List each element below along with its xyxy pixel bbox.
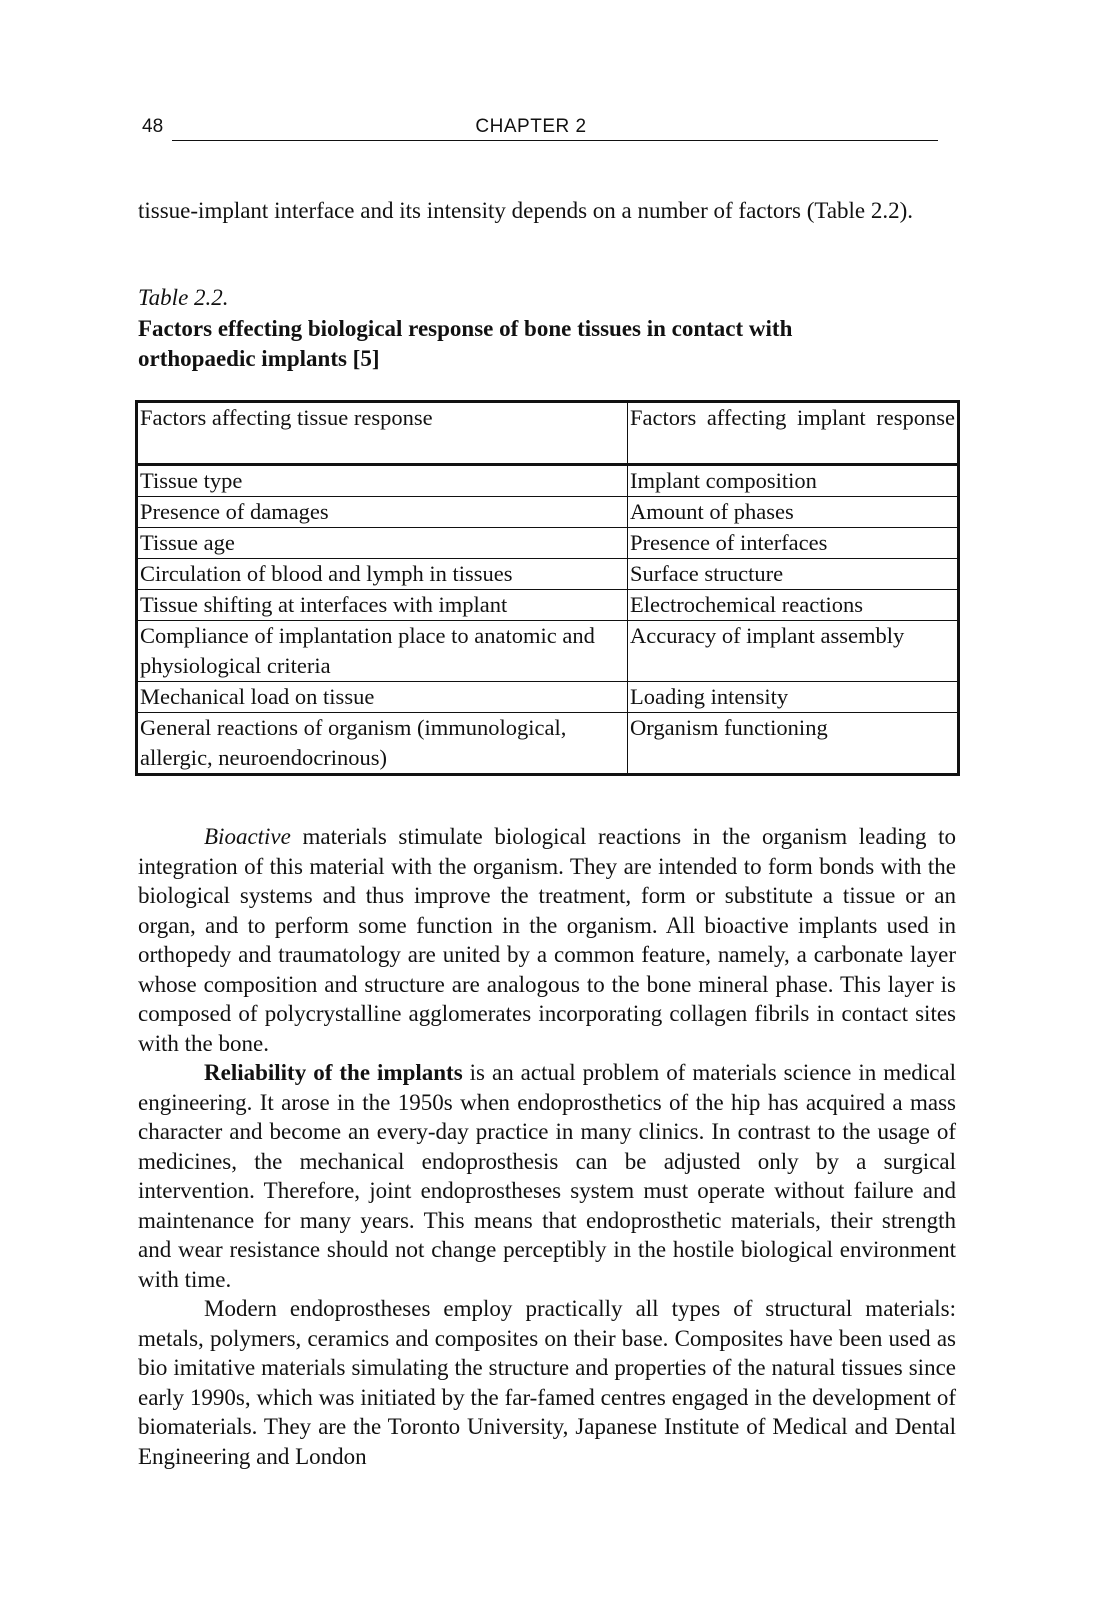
tissue-factor-cell: Compliance of implantation place to anatomic and physiological criteria xyxy=(137,621,628,682)
table-row xyxy=(137,621,959,682)
paragraph-reliability xyxy=(138,1058,956,1294)
chapter-label: CHAPTER 2 xyxy=(475,116,587,137)
tissue-factor-cell: Tissue type xyxy=(137,465,628,497)
paragraph-lead-term: Reliability of the implants xyxy=(204,1060,463,1085)
table-row xyxy=(137,590,959,621)
paragraph-text: Modern endoprostheses employ practically all types of structural materials: metals, polymers, ceramics and composites on their base. Composites have been used as bio imitative materials simulating the structure and properties of the natural tissues since early 1990s, which was initiated by the far-famed centres engaged in the development of biomaterials. They are the Toronto University, Japanese Institute of Medical and Dental Engineering and London xyxy=(138,1296,956,1469)
table-header-row xyxy=(137,402,959,465)
tissue-factor-cell: Circulation of blood and lymph in tissues xyxy=(137,559,628,590)
table-row xyxy=(137,713,959,775)
tissue-factor-cell: General reactions of organism (immunological, allergic, neuroendocrinous) xyxy=(137,713,628,775)
body-text xyxy=(138,822,956,1471)
running-head xyxy=(138,110,938,146)
intro-text: tissue-implant interface and its intensity depends on a number of factors (Table 2.2). xyxy=(138,198,914,223)
table-label: Table 2.2. xyxy=(138,285,229,310)
paragraph-text: is an actual problem of materials science in medical engineering. It arose in the 1950s when endoprosthetics of the hip has acquired a mass character and become an every-day practice in many clinics. In contrast to the usage of medicines, the mechanical endoprosthesis can be adjusted only by a surgical intervention. Therefore, joint endoprostheses system must operate without failure and maintenance for many years. This means that endoprosthetic materials, their strength and wear resistance should not change perceptibly in the hostile biological environment with time. xyxy=(138,1060,957,1292)
implant-factor-cell: Implant composition xyxy=(628,465,959,497)
table-row xyxy=(137,465,959,497)
tissue-factor-cell: Presence of damages xyxy=(137,497,628,528)
table-row xyxy=(137,559,959,590)
page-number: 48 xyxy=(142,116,164,137)
tissue-factor-cell: Tissue shifting at interfaces with implant xyxy=(137,590,628,621)
paragraph-text: materials stimulate biological reactions in the organism leading to integration of this material with the organism. They are intended to form bonds with the biological systems and thus improve the treatment, form or substitute a tissue or an organ, and to perform some function in the organism. All bioactive implants used in orthopedy and traumatology are united by a common feature, namely, a carbonate layer whose composition and structure are analogous to the bone mineral phase. This layer is composed of polycrystalline agglomerates incorporating collagen fibrils in contact sites with the bone. xyxy=(138,824,956,1056)
tissue-factor-cell: Tissue age xyxy=(137,528,628,559)
table-title: Factors effecting biological response of bone tissues in contact with orthopaedic implants [5] xyxy=(138,316,793,371)
factors-table xyxy=(135,400,960,776)
implant-factor-cell: Electrochemical reactions xyxy=(628,590,959,621)
implant-factor-cell: Accuracy of implant assembly xyxy=(628,621,959,682)
header-rule xyxy=(172,140,938,141)
paragraph-bioactive xyxy=(138,822,956,1058)
header-implant-response: Factors affecting implant response xyxy=(628,402,959,465)
table-row xyxy=(137,528,959,559)
tissue-factor-cell: Mechanical load on tissue xyxy=(137,682,628,713)
table-row xyxy=(137,497,959,528)
paragraph-modern-endoprostheses xyxy=(138,1294,956,1471)
implant-factor-cell: Presence of interfaces xyxy=(628,528,959,559)
table-row xyxy=(137,682,959,713)
paragraph-lead-term: Bioactive xyxy=(204,824,291,849)
implant-factor-cell: Surface structure xyxy=(628,559,959,590)
implant-factor-cell: Loading intensity xyxy=(628,682,959,713)
implant-factor-cell: Organism functioning xyxy=(628,713,959,775)
implant-factor-cell: Amount of phases xyxy=(628,497,959,528)
header-tissue-response: Factors affecting tissue response xyxy=(137,402,628,465)
